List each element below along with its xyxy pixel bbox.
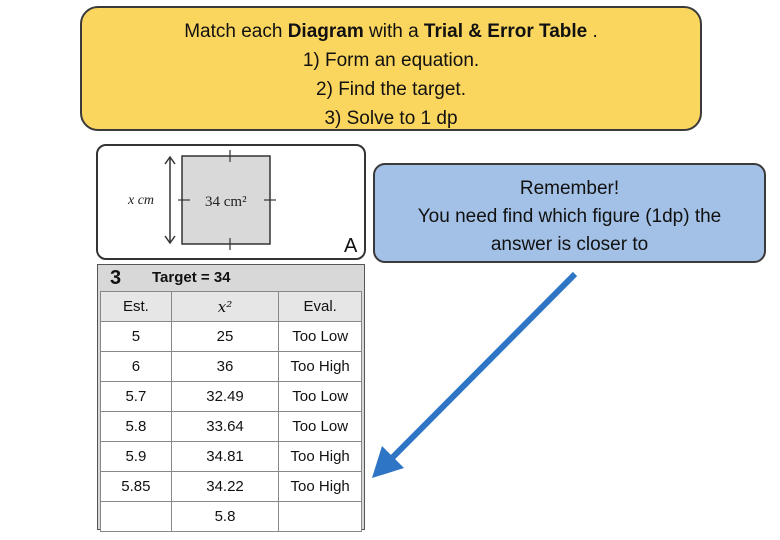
table-row xyxy=(101,352,362,382)
instr-text: with a xyxy=(363,21,424,42)
cell-est: 5.8 xyxy=(101,412,172,442)
instructions-step2: 2) Find the target. xyxy=(316,79,466,100)
cell-square: 25 xyxy=(171,322,279,352)
answer-row xyxy=(101,502,362,532)
cell-est: 5.9 xyxy=(101,442,172,472)
table-header-row xyxy=(101,292,362,322)
cell-square: 34.81 xyxy=(171,442,279,472)
reminder-line1: Remember! xyxy=(519,178,620,199)
instr-bold-table: Trial & Error Table xyxy=(423,21,588,42)
cell-eval: Too High xyxy=(279,472,362,502)
cell-square: 34.22 xyxy=(171,472,279,502)
cell-square: 32.49 xyxy=(171,382,279,412)
trial-error-table-card[interactable] xyxy=(97,264,365,530)
reminder-line3: answer is closer to xyxy=(490,234,649,255)
cell-est: 6 xyxy=(101,352,172,382)
reminder-line2: You need find which figure (1dp) the xyxy=(417,206,722,227)
answer-cell: 5.8 xyxy=(171,502,279,532)
table-row xyxy=(101,322,362,352)
table-number: 3 xyxy=(110,267,122,289)
table-row xyxy=(101,382,362,412)
answer-empty-cell xyxy=(279,502,362,532)
cell-square: 36 xyxy=(171,352,279,382)
cell-eval: Too Low xyxy=(279,412,362,442)
cell-eval: Too High xyxy=(279,442,362,472)
cell-eval: Too Low xyxy=(279,382,362,412)
header-x-squared: x² xyxy=(171,292,279,322)
instr-bold-diagram: Diagram xyxy=(287,21,364,42)
instructions-step1: 1) Form an equation. xyxy=(302,50,480,71)
answer-empty-cell xyxy=(101,502,172,532)
diagram-letter: A xyxy=(344,235,358,257)
header-eval: Eval. xyxy=(279,292,362,322)
cell-est: 5.85 xyxy=(101,472,172,502)
cell-est: 5 xyxy=(101,322,172,352)
cell-est: 5.7 xyxy=(101,382,172,412)
table-row xyxy=(101,442,362,472)
table-row xyxy=(101,472,362,502)
instructions-step3: 3) Solve to 1 dp xyxy=(324,108,458,129)
cell-eval: Too High xyxy=(279,352,362,382)
cell-square: 33.64 xyxy=(171,412,279,442)
arrow-shaft xyxy=(392,274,575,458)
side-label: x cm xyxy=(128,193,155,208)
cell-eval: Too Low xyxy=(279,322,362,352)
area-label: 34 cm² xyxy=(205,194,247,210)
header-est: Est. xyxy=(101,292,172,322)
instr-text: Match each xyxy=(184,21,288,42)
instr-text: . xyxy=(587,21,598,42)
table-target: Target = 34 xyxy=(152,269,231,286)
table-row xyxy=(101,412,362,442)
trial-error-table xyxy=(100,291,362,532)
